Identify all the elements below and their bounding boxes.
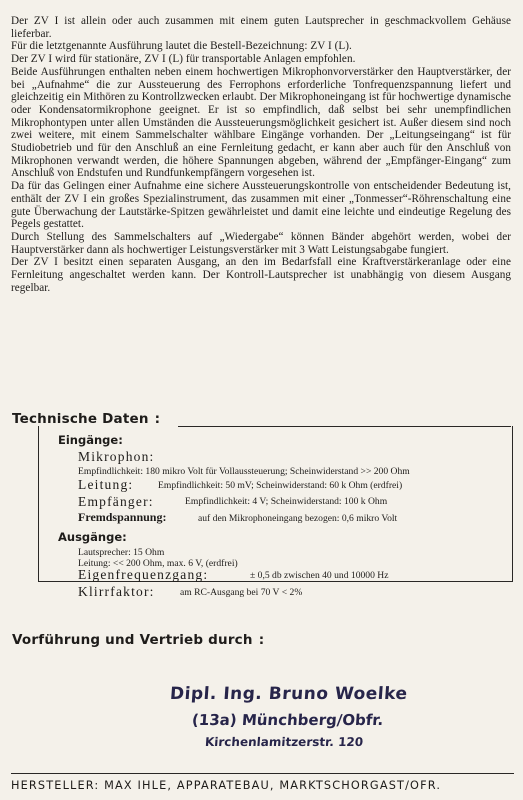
empfaenger-spec: Empfindlichkeit: 4 V; Scheinwiderstand: 100 k Ohm: [185, 496, 388, 507]
fremdspannung-label: Fremdspannung:: [78, 510, 167, 524]
dealer-stamp-city: (13a) Münchberg/Obfr.: [191, 711, 384, 729]
leitung-label: Leitung:: [78, 477, 134, 492]
heading-colon: :: [154, 411, 161, 427]
tech-data-heading: [12, 411, 160, 427]
fremdspannung-spec: auf den Mikrophoneingang bezogen: 0,6 mikro Volt: [198, 513, 398, 524]
leitung-output-spec: Leitung: << 200 Ohm, max. 6 V, (erdfrei): [78, 558, 238, 569]
description-text: [11, 15, 511, 294]
paragraph: Durch Stellung des Sammelschalters auf „Wiedergabe“ können Bänder abgehört werden, wobei der Hauptverstärker dann als hochwertiger Leistungsverstärker mit 3 Watt Leistungsabgabe fungiert.: [11, 230, 511, 256]
heading-colon: :: [258, 632, 265, 648]
empfaenger-label: Empfänger:: [78, 494, 154, 509]
paragraph: Da für das Gelingen einer Aufnahme eine sichere Aussteuerungskontrolle von entscheidender Bedeutung ist, enthält der ZV I ein großes Spezialinstrument, das zusammen mit einer „Tonmesser“-Röhrenschaltung eine gute Überwachung der Lautstärke-Spitzen gewährleistet und damit eine leichte und eindeutige Regelung des Pegels gestattet.: [11, 180, 511, 231]
lautsprecher-spec: Lautsprecher: 15 Ohm: [78, 547, 165, 558]
distribution-heading-text: Vorführung und Vertrieb durch: [12, 632, 253, 648]
paragraph: Der ZV I besitzt einen separaten Ausgang, an den im Bedarfsfall eine Kraftverstärkeranlage oder eine Fernleitung angeschaltet werden kann. Der Kontroll-Lautsprecher ist unabhängig von diesem Ausgang regelbar.: [11, 256, 511, 294]
dealer-stamp-street: Kirchenlamitzerstr. 120: [204, 735, 364, 749]
eigenfrequenzgang-spec: ± 0,5 db zwischen 40 und 10000 Hz: [250, 570, 389, 581]
mikrophon-spec: Empfindlichkeit: 180 mikro Volt für Vollaussteuerung; Scheinwiderstand >> 200 Ohm: [78, 466, 410, 477]
paragraph: Beide Ausführungen enthalten neben einem hochwertigen Mikrophonvorverstärker den Hauptverstärker, der bei „Aufnahme“ die zur Aussteuerung des Ferrophons erforderliche Tonfrequenzspannung liefert und gleichzeitig ein Mithören zu Kontrollzwecken erlaubt. Der Mikrophoneingang ist für hochwertige dynamische oder Kondensatormikrophone geeignet. Er ist so empfindlich, daß selbst bei sehr unempfindlichen Mikrophontypen unter allen Umständen die Aussteuerungsmöglichkeit gesichert ist. Außer diesem sind noch zwei weitere, mit einem Sammelschalter wählbare Eingänge vorhanden. Der „Leitungseingang“ ist für Studiobetrieb und für den Anschluß an eine Fernleitung gedacht, er kann aber auch für den Anschluß von Mikrophonen verwandt werden, die höhere Spannungen abgeben, während der „Empfänger-Eingang“ zum Anschluß von Endstufen und Rundfunkempfängern vorgesehen ist.: [11, 65, 511, 180]
klirrfaktor-label: Klirrfaktor:: [78, 584, 155, 599]
tech-data-heading-text: Technische Daten: [12, 411, 149, 427]
footer-rule: [11, 773, 514, 774]
distribution-heading: [12, 632, 264, 648]
manufacturer-footer: HERSTELLER: MAX IHLE, APPARATEBAU, MARKTSCHORGAST/OFR.: [11, 779, 442, 792]
leitung-spec: Empfindlichkeit: 50 mV; Scheinwiderstand: 60 k Ohm (erdfrei): [158, 480, 403, 491]
dealer-stamp-name: Dipl. Ing. Bruno Woelke: [169, 684, 409, 704]
eigenfrequenzgang-label: Eigenfrequenzgang:: [78, 567, 209, 582]
mikrophon-label: Mikrophon:: [78, 449, 155, 464]
paragraph: Für die letztgenannte Ausführung lautet die Bestell-Bezeichnung: ZV I (L).: [11, 40, 352, 53]
paragraph: Der ZV I ist allein oder auch zusammen mit einem guten Lautsprecher in geschmackvollem Gehäuse lieferbar.: [11, 15, 511, 40]
inputs-heading: Eingänge:: [58, 433, 123, 447]
outputs-heading: Ausgänge:: [58, 530, 127, 544]
klirrfaktor-spec: am RC-Ausgang bei 70 V < 2%: [180, 587, 303, 598]
paragraph: Der ZV I wird für stationäre, ZV I (L) für transportable Anlagen empfohlen.: [11, 53, 356, 66]
